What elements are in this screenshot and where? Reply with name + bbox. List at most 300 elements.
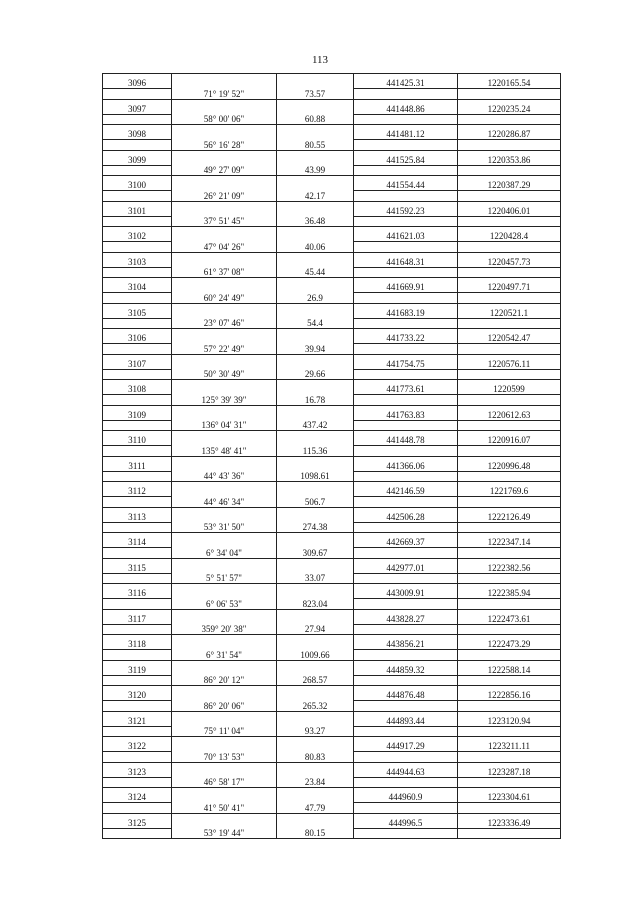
point-row <box>103 303 561 318</box>
empty-cell <box>354 140 458 151</box>
empty-cell <box>172 380 277 395</box>
empty-cell <box>354 165 458 176</box>
y-coordinate-cell: 1222385.94 <box>458 584 561 599</box>
bearing-cell: 44° 43' 36" <box>172 471 277 482</box>
empty-cell <box>354 650 458 661</box>
bearing-cell: 23° 07' 46" <box>172 318 277 329</box>
empty-cell <box>103 726 172 737</box>
empty-cell <box>458 395 561 406</box>
empty-cell <box>277 584 354 599</box>
point-row <box>103 813 561 828</box>
y-coordinate-cell: 1221769.6 <box>458 482 561 497</box>
empty-cell <box>458 216 561 227</box>
empty-cell <box>103 420 172 431</box>
y-coordinate-cell: 1220428.4 <box>458 227 561 242</box>
x-coordinate-cell: 444960.9 <box>354 788 458 803</box>
empty-cell <box>458 701 561 712</box>
point-id-cell: 3119 <box>103 660 172 675</box>
empty-cell <box>277 329 354 344</box>
empty-cell <box>103 216 172 227</box>
y-coordinate-cell: 1220542.47 <box>458 329 561 344</box>
y-coordinate-cell: 1220916.07 <box>458 431 561 446</box>
empty-cell <box>103 446 172 457</box>
x-coordinate-cell: 444944.63 <box>354 762 458 777</box>
empty-cell <box>103 675 172 686</box>
y-coordinate-cell: 1220576.11 <box>458 354 561 369</box>
empty-cell <box>277 660 354 675</box>
empty-cell <box>354 624 458 635</box>
empty-cell <box>277 99 354 114</box>
empty-cell <box>458 89 561 100</box>
empty-cell <box>103 650 172 661</box>
segment-row <box>103 395 561 406</box>
bearing-cell: 37° 51' 45" <box>172 216 277 227</box>
point-row <box>103 711 561 726</box>
empty-cell <box>172 329 277 344</box>
bearing-cell: 47° 04' 26" <box>172 242 277 253</box>
bearing-cell: 26° 21' 09" <box>172 191 277 202</box>
empty-cell <box>277 686 354 701</box>
empty-cell <box>103 777 172 788</box>
empty-cell <box>458 752 561 763</box>
y-coordinate-cell: 1220387.29 <box>458 176 561 191</box>
empty-cell <box>277 405 354 420</box>
x-coordinate-cell: 444893.44 <box>354 711 458 726</box>
empty-cell <box>354 548 458 559</box>
empty-cell <box>354 573 458 584</box>
point-row <box>103 201 561 216</box>
empty-cell <box>354 344 458 355</box>
empty-cell <box>277 533 354 548</box>
empty-cell <box>277 609 354 624</box>
coordinate-table <box>102 73 561 839</box>
empty-cell <box>172 150 277 165</box>
bearing-cell: 135° 48' 41" <box>172 446 277 457</box>
distance-cell: 27.94 <box>277 624 354 635</box>
empty-cell <box>354 522 458 533</box>
empty-cell <box>354 89 458 100</box>
point-id-cell: 3102 <box>103 227 172 242</box>
bearing-cell: 53° 19' 44" <box>172 828 277 839</box>
segment-row <box>103 242 561 253</box>
point-row <box>103 737 561 752</box>
segment-row <box>103 497 561 508</box>
empty-cell <box>103 395 172 406</box>
point-row <box>103 635 561 650</box>
empty-cell <box>354 701 458 712</box>
segment-row <box>103 471 561 482</box>
empty-cell <box>277 431 354 446</box>
empty-cell <box>354 828 458 839</box>
point-id-cell: 3123 <box>103 762 172 777</box>
x-coordinate-cell: 441554.44 <box>354 176 458 191</box>
bearing-cell: 359° 20' 38" <box>172 624 277 635</box>
distance-cell: 39.94 <box>277 344 354 355</box>
empty-cell <box>458 497 561 508</box>
empty-cell <box>103 191 172 202</box>
point-row <box>103 252 561 267</box>
point-id-cell: 3097 <box>103 99 172 114</box>
y-coordinate-cell: 1220353.86 <box>458 150 561 165</box>
empty-cell <box>277 711 354 726</box>
point-id-cell: 3116 <box>103 584 172 599</box>
empty-cell <box>277 813 354 828</box>
y-coordinate-cell: 1220996.48 <box>458 456 561 471</box>
point-row <box>103 431 561 446</box>
empty-cell <box>103 701 172 712</box>
empty-cell <box>354 191 458 202</box>
distance-cell: 36.48 <box>277 216 354 227</box>
point-row <box>103 686 561 701</box>
point-row <box>103 74 561 89</box>
distance-cell: 80.83 <box>277 752 354 763</box>
distance-cell: 73.57 <box>277 89 354 100</box>
bearing-cell: 44° 46' 34" <box>172 497 277 508</box>
y-coordinate-cell: 1220612.63 <box>458 405 561 420</box>
empty-cell <box>458 803 561 814</box>
empty-cell <box>354 752 458 763</box>
x-coordinate-cell: 441425.31 <box>354 74 458 89</box>
empty-cell <box>103 752 172 763</box>
empty-cell <box>103 89 172 100</box>
point-row <box>103 125 561 140</box>
distance-cell: 23.84 <box>277 777 354 788</box>
empty-cell <box>458 675 561 686</box>
point-id-cell: 3101 <box>103 201 172 216</box>
empty-cell <box>354 395 458 406</box>
point-row <box>103 482 561 497</box>
empty-cell <box>458 420 561 431</box>
x-coordinate-cell: 442669.37 <box>354 533 458 548</box>
segment-row <box>103 675 561 686</box>
y-coordinate-cell: 1222473.61 <box>458 609 561 624</box>
empty-cell <box>354 114 458 125</box>
empty-cell <box>458 369 561 380</box>
empty-cell <box>354 267 458 278</box>
x-coordinate-cell: 443828.27 <box>354 609 458 624</box>
point-row <box>103 762 561 777</box>
bearing-cell: 60° 24' 49" <box>172 293 277 304</box>
empty-cell <box>277 303 354 318</box>
bearing-cell: 57° 22' 49" <box>172 344 277 355</box>
empty-cell <box>458 828 561 839</box>
point-row <box>103 584 561 599</box>
x-coordinate-cell: 443009.91 <box>354 584 458 599</box>
point-id-cell: 3100 <box>103 176 172 191</box>
point-id-cell: 3121 <box>103 711 172 726</box>
segment-row <box>103 777 561 788</box>
segment-row <box>103 420 561 431</box>
bearing-cell: 61° 37' 08" <box>172 267 277 278</box>
empty-cell <box>458 165 561 176</box>
point-id-cell: 3124 <box>103 788 172 803</box>
point-id-cell: 3110 <box>103 431 172 446</box>
point-id-cell: 3109 <box>103 405 172 420</box>
x-coordinate-cell: 441763.83 <box>354 405 458 420</box>
point-row <box>103 507 561 522</box>
x-coordinate-cell: 444996.5 <box>354 813 458 828</box>
empty-cell <box>354 369 458 380</box>
point-id-cell: 3104 <box>103 278 172 293</box>
distance-cell: 506.7 <box>277 497 354 508</box>
empty-cell <box>172 558 277 573</box>
point-row <box>103 456 561 471</box>
x-coordinate-cell: 444917.29 <box>354 737 458 752</box>
distance-cell: 93.27 <box>277 726 354 737</box>
empty-cell <box>172 762 277 777</box>
empty-cell <box>172 303 277 318</box>
empty-cell <box>458 344 561 355</box>
bearing-cell: 50° 30' 49" <box>172 369 277 380</box>
x-coordinate-cell: 441448.86 <box>354 99 458 114</box>
distance-cell: 115.36 <box>277 446 354 457</box>
empty-cell <box>277 278 354 293</box>
segment-row <box>103 318 561 329</box>
point-id-cell: 3111 <box>103 456 172 471</box>
segment-row <box>103 701 561 712</box>
empty-cell <box>103 548 172 559</box>
empty-cell <box>103 624 172 635</box>
x-coordinate-cell: 444876.48 <box>354 686 458 701</box>
empty-cell <box>172 584 277 599</box>
y-coordinate-cell: 1222382.56 <box>458 558 561 573</box>
distance-cell: 45.44 <box>277 267 354 278</box>
point-row <box>103 150 561 165</box>
point-id-cell: 3099 <box>103 150 172 165</box>
point-row <box>103 278 561 293</box>
point-row <box>103 660 561 675</box>
empty-cell <box>172 99 277 114</box>
y-coordinate-cell: 1222347.14 <box>458 533 561 548</box>
empty-cell <box>277 227 354 242</box>
empty-cell <box>277 150 354 165</box>
empty-cell <box>172 125 277 140</box>
y-coordinate-cell: 1220406.01 <box>458 201 561 216</box>
y-coordinate-cell: 1222126.49 <box>458 507 561 522</box>
empty-cell <box>172 609 277 624</box>
point-id-cell: 3114 <box>103 533 172 548</box>
y-coordinate-cell: 1220457.73 <box>458 252 561 267</box>
empty-cell <box>172 252 277 267</box>
bearing-cell: 41° 50' 41" <box>172 803 277 814</box>
empty-cell <box>354 420 458 431</box>
point-id-cell: 3117 <box>103 609 172 624</box>
segment-row <box>103 828 561 839</box>
distance-cell: 80.15 <box>277 828 354 839</box>
empty-cell <box>277 635 354 650</box>
empty-cell <box>103 165 172 176</box>
y-coordinate-cell: 1223304.61 <box>458 788 561 803</box>
empty-cell <box>103 573 172 584</box>
x-coordinate-cell: 441773.61 <box>354 380 458 395</box>
bearing-cell: 6° 31' 54" <box>172 650 277 661</box>
empty-cell <box>172 176 277 191</box>
distance-cell: 309.67 <box>277 548 354 559</box>
bearing-cell: 125° 39' 39" <box>172 395 277 406</box>
point-row <box>103 354 561 369</box>
point-id-cell: 3120 <box>103 686 172 701</box>
distance-cell: 437.42 <box>277 420 354 431</box>
point-id-cell: 3112 <box>103 482 172 497</box>
empty-cell <box>103 242 172 253</box>
distance-cell: 42.17 <box>277 191 354 202</box>
distance-cell: 1009.66 <box>277 650 354 661</box>
segment-row <box>103 344 561 355</box>
bearing-cell: 5° 51' 57" <box>172 573 277 584</box>
y-coordinate-cell: 1220165.54 <box>458 74 561 89</box>
distance-cell: 1098.61 <box>277 471 354 482</box>
x-coordinate-cell: 441366.06 <box>354 456 458 471</box>
point-row <box>103 176 561 191</box>
empty-cell <box>172 354 277 369</box>
empty-cell <box>458 114 561 125</box>
empty-cell <box>354 497 458 508</box>
empty-cell <box>354 318 458 329</box>
empty-cell <box>354 471 458 482</box>
x-coordinate-cell: 441592.23 <box>354 201 458 216</box>
x-coordinate-cell: 441448.78 <box>354 431 458 446</box>
point-id-cell: 3096 <box>103 74 172 89</box>
empty-cell <box>458 191 561 202</box>
empty-cell <box>172 201 277 216</box>
empty-cell <box>458 573 561 584</box>
bearing-cell: 53° 31' 50" <box>172 522 277 533</box>
y-coordinate-cell: 1220497.71 <box>458 278 561 293</box>
x-coordinate-cell: 442506.28 <box>354 507 458 522</box>
distance-cell: 16.78 <box>277 395 354 406</box>
empty-cell <box>277 380 354 395</box>
empty-cell <box>458 140 561 151</box>
segment-row <box>103 165 561 176</box>
point-row <box>103 405 561 420</box>
distance-cell: 43.99 <box>277 165 354 176</box>
distance-cell: 60.88 <box>277 114 354 125</box>
empty-cell <box>277 125 354 140</box>
distance-cell: 40.06 <box>277 242 354 253</box>
y-coordinate-cell: 1220521.1 <box>458 303 561 318</box>
empty-cell <box>354 446 458 457</box>
bearing-cell: 86° 20' 12" <box>172 675 277 686</box>
segment-row <box>103 573 561 584</box>
empty-cell <box>172 431 277 446</box>
empty-cell <box>458 522 561 533</box>
x-coordinate-cell: 441669.91 <box>354 278 458 293</box>
x-coordinate-cell: 441525.84 <box>354 150 458 165</box>
distance-cell: 823.04 <box>277 599 354 610</box>
empty-cell <box>458 599 561 610</box>
empty-cell <box>172 660 277 675</box>
empty-cell <box>354 803 458 814</box>
empty-cell <box>103 497 172 508</box>
point-row <box>103 609 561 624</box>
segment-row <box>103 191 561 202</box>
segment-row <box>103 114 561 125</box>
segment-row <box>103 650 561 661</box>
empty-cell <box>103 344 172 355</box>
coordinate-table-body <box>103 74 561 839</box>
empty-cell <box>277 456 354 471</box>
empty-cell <box>277 176 354 191</box>
empty-cell <box>172 507 277 522</box>
distance-cell: 54.4 <box>277 318 354 329</box>
empty-cell <box>103 293 172 304</box>
point-id-cell: 3105 <box>103 303 172 318</box>
point-id-cell: 3106 <box>103 329 172 344</box>
bearing-cell: 46° 58' 17" <box>172 777 277 788</box>
bearing-cell: 136° 04' 31" <box>172 420 277 431</box>
distance-cell: 274.38 <box>277 522 354 533</box>
x-coordinate-cell: 441481.12 <box>354 125 458 140</box>
segment-row <box>103 216 561 227</box>
empty-cell <box>172 456 277 471</box>
empty-cell <box>172 482 277 497</box>
point-id-cell: 3103 <box>103 252 172 267</box>
empty-cell <box>354 242 458 253</box>
x-coordinate-cell: 444859.32 <box>354 660 458 675</box>
empty-cell <box>458 624 561 635</box>
segment-row <box>103 726 561 737</box>
point-id-cell: 3107 <box>103 354 172 369</box>
x-coordinate-cell: 441683.19 <box>354 303 458 318</box>
empty-cell <box>354 293 458 304</box>
y-coordinate-cell: 1223120.94 <box>458 711 561 726</box>
point-row <box>103 788 561 803</box>
bearing-cell: 71° 19' 52" <box>172 89 277 100</box>
segment-row <box>103 267 561 278</box>
empty-cell <box>277 201 354 216</box>
x-coordinate-cell: 441733.22 <box>354 329 458 344</box>
point-id-cell: 3118 <box>103 635 172 650</box>
y-coordinate-cell: 1223287.18 <box>458 762 561 777</box>
empty-cell <box>458 293 561 304</box>
empty-cell <box>277 737 354 752</box>
y-coordinate-cell: 1223336.49 <box>458 813 561 828</box>
y-coordinate-cell: 1220599 <box>458 380 561 395</box>
segment-row <box>103 446 561 457</box>
bearing-cell: 56° 16' 28" <box>172 140 277 151</box>
empty-cell <box>103 471 172 482</box>
empty-cell <box>103 828 172 839</box>
empty-cell <box>458 471 561 482</box>
empty-cell <box>172 813 277 828</box>
empty-cell <box>103 140 172 151</box>
empty-cell <box>172 686 277 701</box>
bearing-cell: 75° 11' 04" <box>172 726 277 737</box>
empty-cell <box>172 405 277 420</box>
x-coordinate-cell: 442977.01 <box>354 558 458 573</box>
empty-cell <box>103 803 172 814</box>
empty-cell <box>458 777 561 788</box>
point-id-cell: 3113 <box>103 507 172 522</box>
empty-cell <box>354 726 458 737</box>
point-row <box>103 227 561 242</box>
empty-cell <box>172 788 277 803</box>
y-coordinate-cell: 1220286.87 <box>458 125 561 140</box>
point-id-cell: 3098 <box>103 125 172 140</box>
point-row <box>103 558 561 573</box>
y-coordinate-cell: 1222588.14 <box>458 660 561 675</box>
empty-cell <box>103 267 172 278</box>
x-coordinate-cell: 441754.75 <box>354 354 458 369</box>
distance-cell: 265.32 <box>277 701 354 712</box>
empty-cell <box>458 446 561 457</box>
point-id-cell: 3115 <box>103 558 172 573</box>
segment-row <box>103 803 561 814</box>
distance-cell: 33.07 <box>277 573 354 584</box>
point-row <box>103 329 561 344</box>
empty-cell <box>103 599 172 610</box>
empty-cell <box>458 318 561 329</box>
